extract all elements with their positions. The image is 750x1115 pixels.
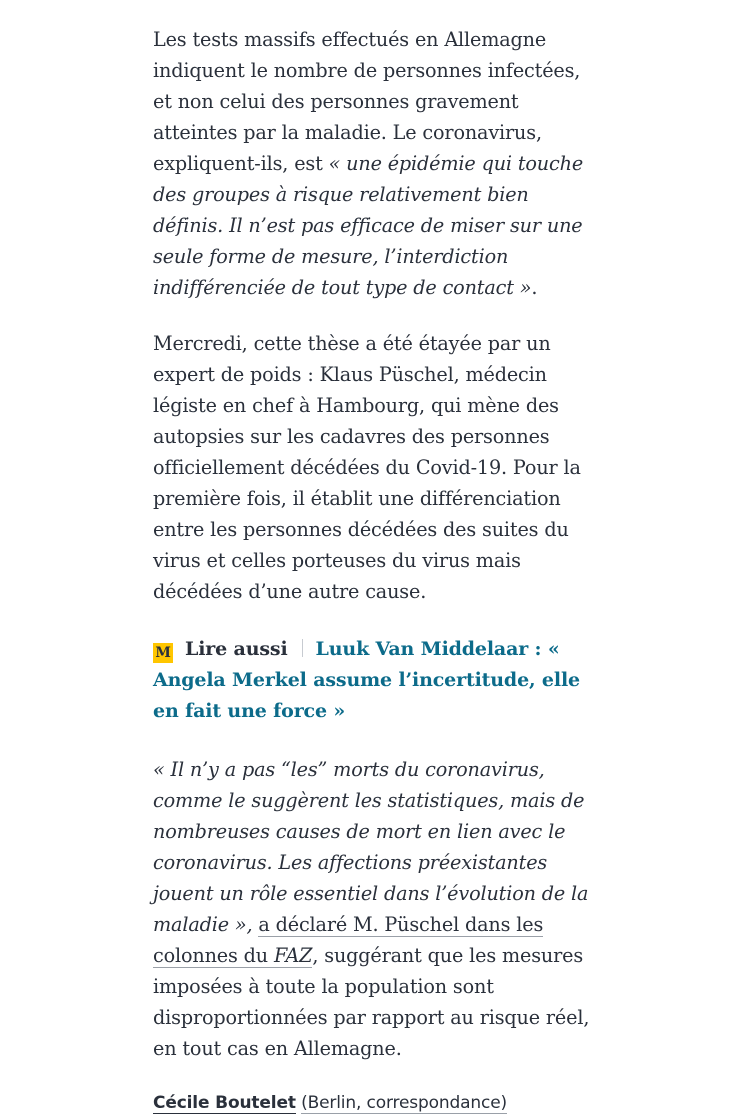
paragraph-4-quote: « Il n’y a pas “les” morts du coronavirus, comme le suggèrent les statistiques, mais de nombreuses causes de mort en lien avec le coronavirus. Les affections préexistantes jouent un rôle essentiel dans l’évolution de la maladie », <box>153 758 589 936</box>
faz-link-text: a déclaré M. Püschel dans les colonnes du <box>153 913 544 967</box>
article-body <box>153 24 603 1115</box>
paragraph-1 <box>153 24 603 303</box>
read-also-label: Lire aussi <box>185 638 288 660</box>
read-also-divider <box>302 639 303 657</box>
byline-role: (Berlin, correspondance) <box>301 1093 508 1113</box>
paragraph-4 <box>153 754 603 1064</box>
byline-author-link[interactable]: Cécile Boutelet <box>153 1093 296 1113</box>
paragraph-1-quote: « une épidémie qui touche des groupes à risque relativement bien définis. Il n’est pas efficace de miser sur une seule forme de mesure, l’interdiction indifférenciée de tout type de contact » <box>153 152 584 299</box>
paragraph-1-end: . <box>531 276 538 299</box>
read-also-block <box>153 634 603 727</box>
read-also-link[interactable]: Luuk Van Middelaar : « Angela Merkel assume l’incertitude, elle en fait une force » <box>153 638 580 722</box>
paragraph-1-text: Les tests massifs effectués en Allemagne indiquent le nombre de personnes infectées, et non celui des personnes gravement atteintes par la maladie. Le coronavirus, expliquent-ils, est <box>153 28 581 175</box>
paragraph-2: Mercredi, cette thèse a été étayée par un expert de poids : Klaus Püschel, médecin légiste en chef à Hambourg, qui mène des autopsies sur les cadavres des personnes officiellement décédées du Covid-19. Pour la première fois, il établit une différenciation entre les personnes décédées des suites du virus et celles porteuses du virus mais décédées d’une autre cause. <box>153 332 581 603</box>
paragraph-4-rest: , suggérant que les mesures imposées à toute la population sont disproportionnées par rapport au risque réel, en tout cas en Allemagne. <box>153 944 590 1060</box>
le-monde-logo-icon: M <box>153 643 173 663</box>
byline <box>153 1091 603 1115</box>
faz-link-paper: FAZ <box>273 944 313 967</box>
